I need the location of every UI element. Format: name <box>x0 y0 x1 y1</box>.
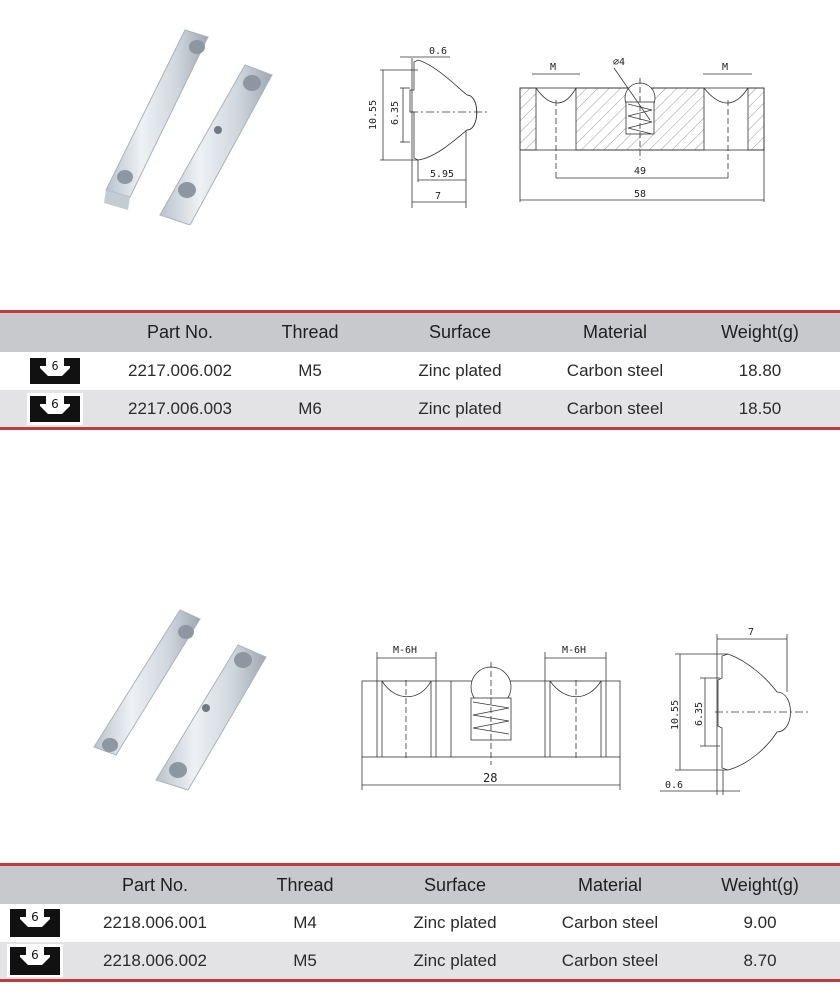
svg-text:6: 6 <box>31 910 39 924</box>
dim-58: 58 <box>634 189 647 200</box>
svg-text:6: 6 <box>51 359 59 373</box>
header-material: Material <box>577 874 643 895</box>
table-bottom-rule <box>0 979 840 982</box>
surface: Zinc plated <box>418 398 502 418</box>
material: Carbon steel <box>561 950 659 970</box>
dim-6-35: 6.35 <box>390 100 401 125</box>
front-section-drawing-2217 <box>510 40 770 210</box>
weight: 18.80 <box>738 361 782 380</box>
table-header <box>0 313 840 352</box>
material: Carbon steel <box>566 361 664 380</box>
table-bottom-rule <box>0 427 840 430</box>
header-weight: Weight(g) <box>721 874 799 895</box>
dim-7: 7 <box>435 191 442 202</box>
header-weight: Weight(g) <box>721 322 799 342</box>
material: Carbon steel <box>561 913 659 932</box>
dim-0-6: 0.6 <box>665 780 684 791</box>
slot-6-icon <box>30 358 80 384</box>
svg-text:6: 6 <box>31 947 39 962</box>
header-thread: Thread <box>281 322 339 342</box>
label-m-6h-right: M-6H <box>562 645 587 656</box>
spec-table-2217 <box>0 310 840 430</box>
header-surface: Surface <box>428 322 492 342</box>
front-view-drawing-2218 <box>350 620 640 800</box>
slot-6-icon <box>7 944 63 977</box>
part-no: 2217.006.003 <box>128 398 232 418</box>
part-no: 2218.006.001 <box>103 913 207 932</box>
table-row <box>0 942 840 979</box>
weight: 9.00 <box>743 913 777 932</box>
thread: M5 <box>298 361 322 380</box>
part-no: 2217.006.002 <box>128 361 232 380</box>
surface: Zinc plated <box>413 950 497 970</box>
material: Carbon steel <box>566 398 664 418</box>
weight: 8.70 <box>743 950 777 970</box>
table-row <box>0 352 840 390</box>
slot-6-icon <box>27 393 83 425</box>
dim-10-55: 10.55 <box>670 699 681 730</box>
product-photo-2217 <box>100 25 280 225</box>
dim-10-55: 10.55 <box>368 99 379 130</box>
label-m-6h-left: M-6H <box>393 645 418 656</box>
slot-6-icon <box>10 910 60 936</box>
dim-49: 49 <box>634 166 647 177</box>
thread: M6 <box>298 398 322 418</box>
dim-28: 28 <box>483 771 498 785</box>
header-surface: Surface <box>423 874 487 895</box>
dim-6-35: 6.35 <box>694 701 705 726</box>
dim-5-95: 5.95 <box>430 169 455 180</box>
weight: 18.50 <box>738 398 782 418</box>
table-header <box>0 866 840 904</box>
spec-table-2218 <box>0 863 840 982</box>
label-diameter-4: ⌀4 <box>613 57 626 68</box>
table-row <box>0 390 840 427</box>
dim-7: 7 <box>748 627 755 638</box>
surface: Zinc plated <box>418 361 502 380</box>
label-m-left: M <box>550 62 557 73</box>
header-thread: Thread <box>276 874 334 895</box>
cross-section-drawing-2217 <box>350 30 510 210</box>
header-part-no: Part No. <box>146 322 214 342</box>
label-m-right: M <box>722 62 729 73</box>
dim-0-6: 0.6 <box>429 46 448 57</box>
product-photo-2218 <box>88 605 288 795</box>
thread: M4 <box>293 913 317 932</box>
svg-text:6: 6 <box>51 396 59 411</box>
surface: Zinc plated <box>413 913 497 932</box>
table-row <box>0 904 840 942</box>
header-part-no: Part No. <box>121 874 189 895</box>
cross-section-drawing-2218 <box>650 620 840 800</box>
thread: M5 <box>293 950 317 970</box>
part-no: 2218.006.002 <box>103 950 207 970</box>
header-material: Material <box>582 322 648 342</box>
